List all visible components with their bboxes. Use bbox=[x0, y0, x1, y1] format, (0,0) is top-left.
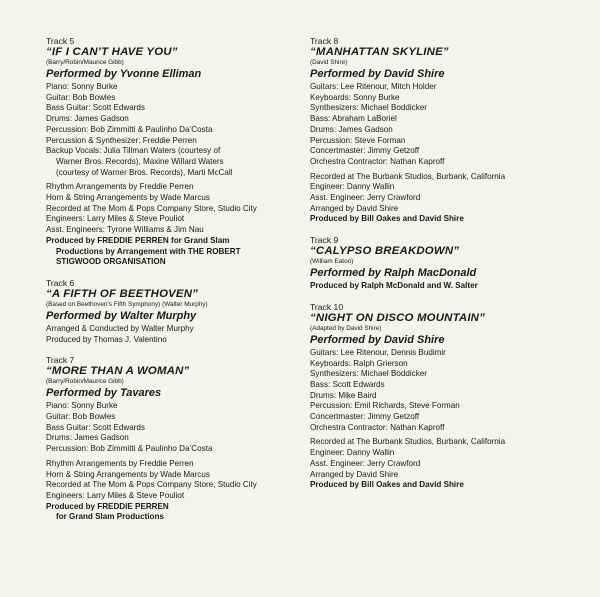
credit-line: Percussion: Bob Zimmitti & Paulinho Da’Costa bbox=[46, 444, 213, 454]
credit-line: Produced by Ralph McDonald and W. Salter bbox=[310, 281, 478, 291]
credit-line: Guitars: Lee Ritenour, Mitch Holder bbox=[310, 82, 437, 91]
track-block bbox=[46, 36, 301, 268]
track-block bbox=[46, 278, 301, 345]
track-title: “A FIFTH OF BEETHOVEN” bbox=[46, 287, 199, 300]
track-title: “NIGHT ON DISCO MOUNTAIN” bbox=[310, 311, 486, 324]
songwriter-names: (Based on Beethoven’s Fifth Symphony) bbox=[46, 300, 161, 308]
credit-line: Asst. Engineers: Tyrone Williams & Jim Nau bbox=[46, 225, 204, 235]
track-block bbox=[310, 302, 580, 491]
credit-line: Recorded at The Burbank Studios, Burbank, California bbox=[310, 171, 506, 181]
credit-line: Rhythm Arrangements by Freddie Perren bbox=[46, 182, 194, 192]
credit-line: Guitar: Bob Bowles bbox=[46, 92, 116, 102]
credit-line: Concertmaster: Jimmy Getzoff bbox=[310, 412, 420, 422]
credit-line: Bass: Abraham LaBoriel bbox=[310, 114, 397, 124]
credit-line: Keyboards: Ralph Grierson bbox=[310, 358, 408, 368]
credit-line: Synthesizers: Michael Boddicker bbox=[310, 103, 427, 113]
track-number: Track 9 bbox=[310, 235, 339, 246]
track-block bbox=[310, 36, 580, 225]
credit-line: Rhythm Arrangements by Freddie Perren bbox=[46, 458, 194, 468]
songwriter-names: (William Eaton) bbox=[310, 258, 354, 266]
credit-line: Bass Guitar: Scott Edwards bbox=[46, 103, 145, 113]
credit-line: Recorded at The Mom & Pops Company Store, Studio City bbox=[46, 203, 257, 213]
credit-line: Percussion: Emil Richards, Steve Forman bbox=[310, 401, 460, 411]
track-number: Track 6 bbox=[46, 277, 75, 288]
credit-line: Concertmaster: Jimmy Getzoff bbox=[310, 146, 420, 156]
credit-line: Engineers: Larry Miles & Steve Pouliot bbox=[46, 214, 185, 224]
track-title: “MORE THAN A WOMAN” bbox=[46, 365, 190, 378]
credit-line: Produced by Bill Oakes and David Shire bbox=[310, 480, 464, 490]
performer-line: Performed by Tavares bbox=[46, 387, 162, 400]
credit-line: Asst. Engineer: Jerry Crawford bbox=[310, 458, 421, 468]
songwriter-names: (Barry/Robin/Maurice Gibb) bbox=[46, 59, 124, 66]
songwriter-credit bbox=[46, 378, 301, 386]
track-block bbox=[46, 355, 301, 523]
credit-line: Percussion: Steve Forman bbox=[310, 135, 406, 145]
credit-line: Guitars: Lee Ritenour, Dennis Budimir bbox=[310, 347, 446, 357]
songwriter-credit bbox=[310, 325, 580, 333]
songwriter-credit bbox=[310, 258, 580, 266]
credit-line: Orchestra Contractor: Nathan Kaproff bbox=[310, 422, 445, 432]
credit-line: Engineers: Larry Miles & Steve Pouliot bbox=[46, 490, 185, 500]
track-number: Track 8 bbox=[310, 36, 339, 46]
songwriter-note: (Walter Murphy) bbox=[162, 300, 208, 308]
credit-line: Percussion & Synthesizer: Freddie Perren bbox=[46, 135, 197, 145]
credit-line: Drums: James Gadson bbox=[46, 114, 129, 124]
credit-line: Horn & String Arrangements by Wade Marcus bbox=[46, 193, 210, 203]
credit-line: Keyboards: Sonny Burke bbox=[310, 92, 400, 102]
credit-line: Drums: James Gadson bbox=[46, 433, 129, 443]
credit-line: Orchestra Contractor: Nathan Kaproff bbox=[310, 156, 445, 166]
credit-line: Arranged & Conducted by Walter Murphy bbox=[46, 323, 194, 333]
credit-line: Warner Bros. Records), Maxine Willard Waters bbox=[56, 156, 224, 166]
credit-line: (courtesy of Warner Bros. Records), Marti McCall bbox=[56, 167, 233, 177]
credit-line: Drums: James Gadson bbox=[310, 124, 393, 134]
songwriter-names: (David Shire) bbox=[310, 59, 348, 66]
credit-line: Productions by Arrangement with THE ROBERT bbox=[56, 246, 241, 256]
credit-line: Recorded at The Burbank Studios, Burbank, California bbox=[310, 437, 506, 447]
songwriter-credit bbox=[310, 59, 580, 67]
credit-line: Piano: Sonny Burke bbox=[46, 401, 118, 411]
songwriter-names: (Barry/Robin/Maurice Gibb) bbox=[46, 378, 124, 386]
credit-line: Produced by Thomas J. Valentino bbox=[46, 334, 167, 344]
credit-line: Arranged by David Shire bbox=[310, 469, 399, 479]
left-column bbox=[46, 36, 301, 533]
credit-line: Percussion: Bob Zimmitti & Paulinho Da’Costa bbox=[46, 124, 213, 134]
credit-line: for Grand Slam Productions bbox=[56, 512, 164, 522]
track-number: Track 7 bbox=[46, 355, 75, 366]
performer-line: Performed by Yvonne Elliman bbox=[46, 68, 202, 80]
credit-line: Engineer: Danny Wallin bbox=[310, 182, 395, 192]
credit-line: Engineer: Danny Wallin bbox=[310, 448, 395, 458]
credit-line: Recorded at The Mom & Pops Company Store, Studio City bbox=[46, 480, 257, 490]
credit-line: Synthesizers: Michael Boddicker bbox=[310, 369, 427, 379]
credit-line: Horn & String Arrangements by Wade Marcus bbox=[46, 469, 210, 479]
credit-line: Produced by Bill Oakes and David Shire bbox=[310, 214, 464, 224]
songwriter-credit bbox=[46, 301, 301, 309]
credit-line: Drums: Mike Baird bbox=[310, 390, 377, 400]
credit-line: STIGWOOD ORGANISATION bbox=[56, 257, 166, 267]
performer-line: Performed by David Shire bbox=[310, 68, 445, 80]
performer-line: Performed by Ralph MacDonald bbox=[310, 267, 477, 280]
track-number: Track 10 bbox=[310, 301, 344, 312]
track-number: Track 5 bbox=[46, 36, 75, 46]
credit-line: Produced by FREDDIE PERREN for Grand Slam bbox=[46, 235, 230, 245]
track-title: “MANHATTAN SKYLINE” bbox=[310, 46, 449, 58]
credit-line: Piano: Sonny Burke bbox=[46, 82, 118, 91]
credit-line: Asst. Engineer: Jerry Crawford bbox=[310, 193, 421, 203]
credit-line: Arranged by David Shire bbox=[310, 203, 399, 213]
performer-line: Performed by Walter Murphy bbox=[46, 309, 197, 322]
track-title: “IF I CAN’T HAVE YOU” bbox=[46, 46, 178, 58]
right-column bbox=[310, 36, 580, 501]
credit-line: Produced by FREDDIE PERREN bbox=[46, 501, 169, 511]
performer-line: Performed by David Shire bbox=[310, 333, 445, 346]
track-block bbox=[310, 235, 580, 292]
songwriter-names: (Adapted by David Shire) bbox=[310, 324, 382, 332]
track-title: “CALYPSO BREAKDOWN” bbox=[310, 245, 460, 258]
credit-line: Bass Guitar: Scott Edwards bbox=[46, 422, 145, 432]
credit-line: Backup Vocals: Julia Tillman Waters (courtesy of bbox=[46, 146, 221, 156]
credit-line: Bass: Scott Edwards bbox=[310, 379, 385, 389]
songwriter-credit bbox=[46, 59, 301, 67]
credit-line: Guitar: Bob Bowles bbox=[46, 412, 116, 422]
